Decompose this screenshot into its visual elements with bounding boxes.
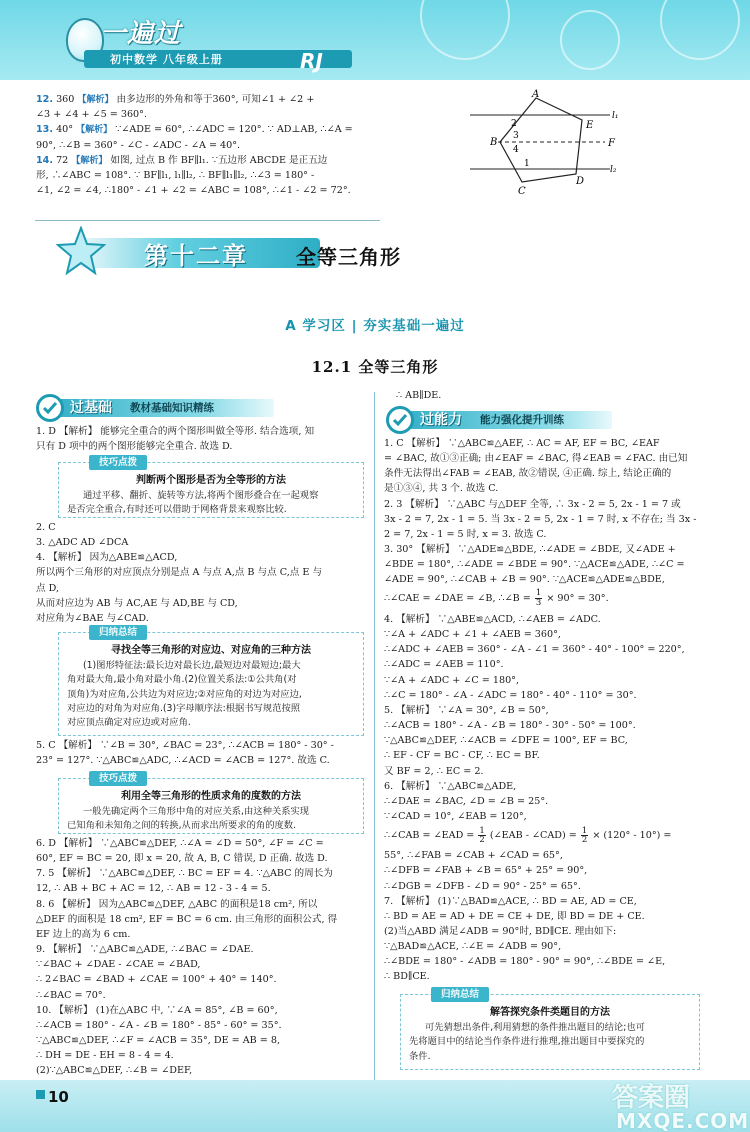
watermark-top: 答案圈 (612, 1083, 691, 1113)
text-line: 点 D, (36, 582, 60, 594)
text-line: ∴ EF - CF = BC - CF, ∴ EC = BF. (384, 750, 540, 762)
label-l1: l₁ (612, 111, 619, 121)
tip-line: 对应边的对角为对应角.(3)字母顺序法:根据书写规范按照 (67, 703, 301, 715)
tip-line: 对应顶点确定对应边或对应角. (67, 717, 191, 729)
text-line: ∴ DH = DE - EH = 8 - 4 = 4. (36, 1050, 174, 1062)
label-f: F (608, 138, 615, 149)
answer-line: ∠1, ∠2 = ∠4, ∴180° - ∠1 + ∠2 = ∠ABC = 108°, ∴∠1 - ∠2 = 72°. (36, 185, 351, 197)
chapter-banner (52, 224, 722, 284)
text-line: 从而对应边为 AB 与 AC,AE 与 AD,BE 与 CD, (36, 597, 238, 609)
column-divider (374, 392, 375, 1097)
text-line: ∵∠CAD = 10°, ∠EAB = 120°, (384, 811, 527, 823)
text-line: 5. C 【解析】 ∵∠B = 30°, ∠BAC = 23°, ∴∠ACB = 180° - 30° - (36, 740, 334, 751)
answer-line: 14. 72 【解析】 如图, 过点 B 作 BF∥l₁. ∵五边形 ABCDE 是正五边 (36, 154, 328, 166)
text-line: ∵△ABC≌△DEF, ∴∠ACB = ∠DFE = 100°, EF = BC, (384, 735, 628, 747)
text-line: 只有 D 项中的两个图形能够完全重合. 故选 D. (36, 441, 233, 453)
pentagon-figure (470, 86, 630, 198)
text-line: ∴ 2∠BAC = ∠BAD + ∠CAE = 100° + 40° = 140°. (36, 974, 277, 986)
decor-circle (420, 0, 510, 60)
answer-line: 形, ∴∠ABC = 108°. ∵ BF∥l₁, l₁∥l₂, ∴ BF∥l₁∥l₂, ∴∠3 = 180° - (36, 169, 315, 181)
text-line: 所以两个三角形的对应顶点分别是点 A 与点 A,点 B 与点 C,点 E 与 (36, 567, 323, 579)
text-line: = ∠BAC, 故①③正确; 由∠EAF = ∠BAC, 得∠EAB = ∠FAC. 由已知 (384, 453, 688, 465)
text-line: 3. 30° 【解析】 ∵△ADE≌△BDE, ∴∠ADE = ∠BDE, 又∠ADE + (384, 544, 676, 556)
tip-line: (1)图形特征法:最长边对最长边,最短边对最短边;最大 (83, 659, 301, 671)
tip-label: 技巧点拨 (89, 455, 147, 470)
fraction (535, 589, 542, 607)
tip-line: 条件. (409, 1050, 431, 1062)
chapter-name: 全等三角形 (296, 245, 401, 269)
tip-label: 归纳总结 (431, 987, 489, 1002)
fraction-numerator: 1 (581, 825, 588, 836)
fraction-numerator: 1 (479, 825, 485, 836)
text-line-fraction (384, 824, 685, 848)
decor-circle (660, 0, 740, 60)
fraction-numerator: 1 (535, 588, 542, 599)
fraction-denominator: 2 (479, 835, 485, 846)
text-line: 7. 【解析】 (1)∵△BAD≌△ACE, ∴ BD = AE, AD = CE, (384, 895, 637, 907)
module-subtitle: 教材基础知识精练 (130, 402, 214, 414)
fraction-denominator: 3 (535, 597, 542, 608)
text-line: ∴∠ADC = ∠AEB = 110°. (384, 659, 504, 671)
label-c: C (518, 186, 526, 197)
text-line-fraction (384, 588, 696, 610)
tip-box-3 (58, 773, 364, 834)
text-line: ∴ AB∥DE. (396, 390, 442, 401)
fraction (581, 827, 588, 845)
text-line: 4. 【解析】 ∵△ABE≌△ACD, ∴∠AEB = ∠ADC. (384, 614, 601, 625)
text-line: ∴∠DGB = ∠DFB - ∠D = 90° - 25° = 65°. (384, 880, 581, 892)
text-line: ∠ADE = 90°, ∴∠CAB + ∠B = 90°. ∵△ACE≌△ADE≌△BDE, (384, 574, 665, 586)
tip-line: 顶角)为对应角,公共边为对应边;②对应角的对边为对应边, (67, 688, 302, 700)
text-line: (2)∵△ABC≌△DEF, ∴∠B = ∠DEF, (36, 1065, 193, 1077)
top-answers (36, 92, 353, 198)
right-q4-6 (384, 612, 685, 985)
header-banner (0, 0, 750, 80)
decor-circle (560, 10, 620, 70)
text-line: 1. D 【解析】 能够完全重合的两个图形叫做全等形. 结合选项, 知 (36, 426, 315, 437)
text-line: ∵∠A + ∠ADC + ∠C = 180°, (384, 674, 520, 686)
text-line: ∴ BD = AE = AD + DE = CE + DE, 即 BD = DE + CE. (384, 910, 645, 922)
text-line: ∵△ABC≌△DEF, ∴∠F = ∠ACB = 35°, DE = AB = 8, (36, 1035, 280, 1047)
label-d: D (576, 176, 585, 187)
text-line: 8. 6 【解析】 因为△ABC≌△DEF, △ABC 的面积是18 cm², 所以 (36, 898, 318, 910)
text-line: 60°, EF = BC = 20, 即 x = 20, 故 A, B, C 错误, D 正确. 故选 D. (36, 853, 328, 865)
chapter-number: 第十二章 (144, 242, 248, 270)
checkmark-icon (36, 394, 64, 422)
tip-box-2 (58, 627, 364, 736)
edition-label: RJ (300, 49, 323, 73)
left-q6-10 (36, 836, 337, 1079)
text-line: 对应角为∠BAE 与∠CAD. (36, 612, 149, 624)
text-line: ∴∠DAE = ∠BAC, ∠D = ∠B = 25°. (384, 795, 549, 807)
text-line: 2. 3 【解析】 ∵△ABC 与△DEF 全等, ∴ 3x - 2 = 5, 2x - 1 = 7 或 (384, 498, 681, 510)
label-b: B (490, 137, 498, 148)
module-name: 过基础 (70, 400, 112, 416)
watermark-bottom: MXQE.COM (616, 1109, 750, 1132)
text-fragment: ∴∠CAB = ∠EAD = (384, 830, 478, 842)
page-number: 10 (48, 1088, 69, 1106)
tip-box-right (400, 989, 700, 1070)
text-line: ∴∠BAC = 70°. (36, 989, 106, 1001)
text-line: 23° = 127°. ∵△ABC≌△ADC, ∴∠ACD = ∠ACB = 127°. 故选 C. (36, 755, 330, 767)
text-line: 6. D 【解析】 ∵△ABC≌△DEF, ∴∠A = ∠D = 50°, ∠F = ∠C = (36, 838, 324, 849)
text-line: ∴∠ADC + ∠AEB = 360° - ∠A - ∠1 = 360° - 40° - 100° = 220°, (384, 644, 685, 656)
text-line: EF 边上的高为 6 cm. (36, 928, 131, 940)
tip-label: 归纳总结 (89, 625, 147, 640)
answer-line: 13. 40° 【解析】 ∵∠ADE = 60°, ∴∠ADC = 120°. ∵ AD⊥AB, ∴∠A = (36, 124, 353, 136)
text-line: △DEF 的面积是 18 cm², EF = BC = 6 cm. 由三角形的面积公式, 得 (36, 913, 338, 925)
text-line: 5. 【解析】 ∵∠A = 30°, ∠B = 50°, (384, 704, 549, 716)
left-q2-4 (36, 520, 322, 626)
module-header-ability (386, 406, 686, 432)
tip-line: 是否完全重合,有时还可以借助于网格背景来观察比较. (67, 504, 287, 516)
text-fragment: (∠EAB - ∠CAD) = (486, 830, 580, 842)
text-line: (2)当△ABD 满足∠ADB = 90°时, BD∥CE. 理由如下: (384, 925, 617, 937)
label-a: A (532, 89, 540, 100)
module-name: 过能力 (420, 412, 462, 428)
right-q1-3 (384, 436, 696, 610)
answer-line: ∠3 + ∠4 + ∠5 = 360°. (36, 109, 147, 121)
fraction-denominator: 2 (581, 835, 588, 846)
area-title: A 学习区 | 夯实基础一遍过 (285, 318, 465, 334)
label-e: E (586, 120, 594, 131)
tip-title: 利用全等三角形的性质求角的度数的方法 (121, 791, 301, 802)
text-line: 10. 【解析】 (1)在△ABC 中, ∵∠A = 85°, ∠B = 60°, (36, 1004, 278, 1016)
text-line: 条件无法得出∠FAB = ∠EAB, 故②错误, ④正确. 综上, 结论正确的 (384, 468, 672, 480)
tip-line: 角对最大角,最小角对最小角.(2)位置关系法:①公共角(对 (67, 674, 297, 686)
text-line: 12, ∴ AB + BC + AC = 12, ∴ AB = 12 - 3 - 4 = 5. (36, 883, 271, 895)
text-line: ∴∠BDE = 180° - ∠ADB = 180° - 90° = 90°, ∴∠BDE = ∠E, (384, 956, 666, 968)
text-line: 2 = 7, 2x - 1 = 5 时, x = 3. 故选 C. (384, 528, 547, 540)
logo-title: 一遍过 (100, 19, 182, 49)
fraction (478, 827, 485, 845)
book-subtitle: 初中数学 八年级上册 (110, 53, 223, 66)
text-line: 6. 【解析】 ∵△ABC≌△ADE, (384, 780, 517, 792)
star-icon (56, 226, 106, 276)
text-fragment: × 90° = 30°. (543, 592, 609, 604)
text-line: 又 BF = 2, ∴ EC = 2. (384, 765, 484, 777)
module-subtitle: 能力强化提升训练 (480, 414, 564, 426)
answer-line: 12. 360 【解析】 由多边形的外角和等于360°, 可知∠1 + ∠2 + (36, 94, 315, 105)
module-header-basics (36, 394, 336, 420)
text-line: ∴∠ACB = 180° - ∠A - ∠B = 180° - 85° - 60° = 35°. (36, 1019, 282, 1031)
tip-label: 技巧点拨 (89, 771, 147, 786)
tip-line: 通过平移、翻折、旋转等方法,将两个图形叠合在一起观察 (83, 489, 319, 501)
label-l2: l₂ (610, 165, 617, 175)
text-line: 1. C 【解析】 ∵△ABC≌△AEF, ∴ AC = AF, EF = BC, ∠EAF (384, 438, 660, 449)
tip-line: 一般先确定两个三角形中角的对应关系,由这种关系实现 (83, 805, 310, 817)
tip-title: 寻找全等三角形的对应边、对应角的三种方法 (111, 645, 311, 656)
rule-line (35, 220, 380, 221)
text-line: 9. 【解析】 ∵△ABC≌△ADE, ∴∠BAC = ∠DAE. (36, 944, 254, 956)
right-top-line (396, 388, 441, 403)
text-fragment: ∴∠CAE = ∠DAE = ∠B, ∴∠B = (384, 592, 534, 604)
text-line: ∵△BAD≌△ACE, ∴∠E = ∠ADB = 90°, (384, 941, 562, 953)
text-line: 2. C (36, 522, 56, 533)
text-line: ∵∠BAC + ∠DAE - ∠CAE = ∠BAD, (36, 959, 201, 971)
left-q1 (36, 424, 314, 454)
tip-line: 先将题目中的结论当作条件进行推理,推出题目中要探究的 (409, 1036, 645, 1048)
tip-box-1 (58, 457, 364, 518)
tip-title: 判断两个图形是否为全等形的方法 (136, 475, 286, 486)
text-line: ∵∠A + ∠ADC + ∠1 + ∠AEB = 360°, (384, 629, 561, 641)
tip-line: 已知角和未知角之间的转换,从而求出所要求的角的度数. (67, 820, 297, 832)
text-line: 3. △ADC AD ∠DCA (36, 537, 129, 549)
tip-line: 可先猜想出条件,利用猜想的条件推出题目的结论;也可 (425, 1021, 645, 1033)
answer-line: 90°, ∴∠B = 360° - ∠C - ∠ADC - ∠A = 40°. (36, 139, 241, 151)
page-marker-icon (36, 1090, 45, 1099)
text-fragment: × (120° - 10°) = (589, 830, 672, 842)
text-line: 3x - 2 = 7, 2x - 1 = 5. 当 3x - 2 = 5, 2x - 1 = 7 时, x 不存在; 当 3x - (384, 513, 697, 525)
text-line: 4. 【解析】 因为△ABE≌△ACD, (36, 552, 178, 564)
label-angle-1: 1 (524, 159, 530, 169)
text-line: ∴∠ACB = 180° - ∠A - ∠B = 180° - 30° - 50° = 100°. (384, 720, 636, 732)
text-line: ∴∠DFB = ∠FAB + ∠B = 65° + 25° = 90°, (384, 865, 588, 877)
text-line: 55°, ∴∠FAB = ∠CAB + ∠CAD = 65°, (384, 850, 563, 862)
checkmark-icon (386, 406, 414, 434)
text-line: 7. 5 【解析】 ∵△ABC≌△DEF, ∴ BC = EF = 4. ∵△ABC 的周长为 (36, 868, 333, 880)
text-line: 是①③④, 共 3 个. 故选 C. (384, 483, 499, 495)
label-angle-2: 2 (511, 119, 517, 129)
text-line: ∠BDE = 180°, ∴∠ADE = ∠BDE = 90°. ∵△ACE≌△ADE, ∴∠C = (384, 559, 685, 571)
text-line: ∴ BD∥CE. (384, 971, 430, 983)
section-title: 12.1 全等三角形 (311, 358, 439, 376)
tip-title: 解答探究条件类题目的方法 (490, 1007, 610, 1018)
label-angle-4: 4 (513, 145, 519, 155)
label-angle-3: 3 (513, 131, 519, 141)
left-q5 (36, 738, 334, 768)
text-line: ∴∠C = 180° - ∠A - ∠ADC = 180° - 40° - 110° = 30°. (384, 689, 637, 701)
